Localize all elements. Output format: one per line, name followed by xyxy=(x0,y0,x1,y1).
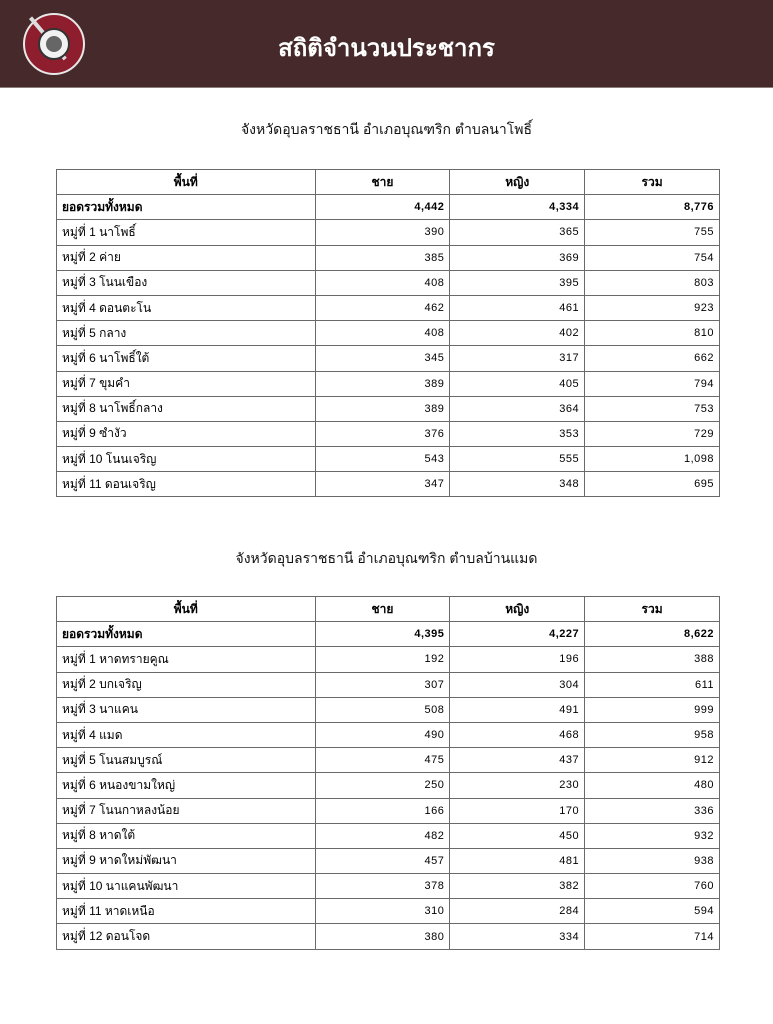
total-count: 938 xyxy=(585,848,720,873)
male-count: 508 xyxy=(315,697,450,722)
table-row xyxy=(57,447,720,472)
table-row xyxy=(57,220,720,245)
female-count: 196 xyxy=(450,647,585,672)
village-name: หมู่ที่ 12 ดอนโจด xyxy=(57,924,316,949)
total-count: 388 xyxy=(585,647,720,672)
table-row xyxy=(57,798,720,823)
total-count: 336 xyxy=(585,798,720,823)
population-table-banmaet xyxy=(56,596,720,950)
total-count: 594 xyxy=(585,899,720,924)
total-count: 958 xyxy=(585,722,720,747)
male-count: 380 xyxy=(315,924,450,949)
village-name: หมู่ที่ 2 บกเจริญ xyxy=(57,672,316,697)
table-row xyxy=(57,722,720,747)
female-count: 555 xyxy=(450,447,585,472)
table-header-row xyxy=(57,170,720,195)
total-male: 4,395 xyxy=(315,622,450,647)
village-name: หมู่ที่ 8 หาดใต้ xyxy=(57,823,316,848)
total-count: 611 xyxy=(585,672,720,697)
total-count: 794 xyxy=(585,371,720,396)
col-header-female: หญิง xyxy=(450,170,585,195)
total-count: 912 xyxy=(585,748,720,773)
village-name: หมู่ที่ 6 นาโพธิ์ใต้ xyxy=(57,346,316,371)
female-count: 402 xyxy=(450,321,585,346)
col-header-area: พื้นที่ xyxy=(57,170,316,195)
female-count: 170 xyxy=(450,798,585,823)
male-count: 543 xyxy=(315,447,450,472)
female-count: 334 xyxy=(450,924,585,949)
male-count: 389 xyxy=(315,396,450,421)
female-count: 382 xyxy=(450,874,585,899)
village-name: หมู่ที่ 3 นาแคน xyxy=(57,697,316,722)
table-row xyxy=(57,848,720,873)
village-name: หมู่ที่ 7 โนนกาหลงน้อย xyxy=(57,798,316,823)
table-row xyxy=(57,346,720,371)
male-count: 475 xyxy=(315,748,450,773)
table-row xyxy=(57,672,720,697)
male-count: 345 xyxy=(315,346,450,371)
col-header-area: พื้นที่ xyxy=(57,597,316,622)
total-label: ยอดรวมทั้งหมด xyxy=(57,195,316,220)
page-title: สถิติจำนวนประชากร xyxy=(278,34,495,62)
female-count: 481 xyxy=(450,848,585,873)
village-name: หมู่ที่ 3 โนนเขือง xyxy=(57,270,316,295)
male-count: 462 xyxy=(315,295,450,320)
female-count: 450 xyxy=(450,823,585,848)
table-row xyxy=(57,396,720,421)
table-row xyxy=(57,321,720,346)
col-header-male: ชาย xyxy=(315,170,450,195)
total-male: 4,442 xyxy=(315,195,450,220)
female-count: 348 xyxy=(450,472,585,497)
female-count: 317 xyxy=(450,346,585,371)
male-count: 378 xyxy=(315,874,450,899)
male-count: 482 xyxy=(315,823,450,848)
female-count: 369 xyxy=(450,245,585,270)
female-count: 365 xyxy=(450,220,585,245)
male-count: 490 xyxy=(315,722,450,747)
total-count: 932 xyxy=(585,823,720,848)
table-row xyxy=(57,421,720,446)
male-count: 376 xyxy=(315,421,450,446)
village-name: หมู่ที่ 11 ดอนเจริญ xyxy=(57,472,316,497)
section-title-banmaet: จังหวัดอุบลราชธานี อำเภอบุณฑริก ตำบลบ้านแมด xyxy=(235,550,538,566)
female-count: 437 xyxy=(450,748,585,773)
male-count: 457 xyxy=(315,848,450,873)
female-count: 353 xyxy=(450,421,585,446)
male-count: 385 xyxy=(315,245,450,270)
total-count: 753 xyxy=(585,396,720,421)
female-count: 230 xyxy=(450,773,585,798)
table-row xyxy=(57,748,720,773)
total-label: ยอดรวมทั้งหมด xyxy=(57,622,316,647)
female-count: 491 xyxy=(450,697,585,722)
col-header-male: ชาย xyxy=(315,597,450,622)
total-count: 760 xyxy=(585,874,720,899)
total-sum: 8,776 xyxy=(585,195,720,220)
village-name: หมู่ที่ 9 หาดใหม่พัฒนา xyxy=(57,848,316,873)
page-header xyxy=(0,0,773,88)
female-count: 395 xyxy=(450,270,585,295)
table-row xyxy=(57,295,720,320)
village-name: หมู่ที่ 5 โนนสมบูรณ์ xyxy=(57,748,316,773)
total-count: 755 xyxy=(585,220,720,245)
table-row xyxy=(57,773,720,798)
male-count: 250 xyxy=(315,773,450,798)
table-row xyxy=(57,823,720,848)
table-row xyxy=(57,924,720,949)
male-count: 408 xyxy=(315,321,450,346)
total-count: 729 xyxy=(585,421,720,446)
female-count: 284 xyxy=(450,899,585,924)
total-count: 999 xyxy=(585,697,720,722)
female-count: 405 xyxy=(450,371,585,396)
table-row xyxy=(57,270,720,295)
col-header-total: รวม xyxy=(585,597,720,622)
table-total-row xyxy=(57,195,720,220)
section-title-napho: จังหวัดอุบลราชธานี อำเภอบุณฑริก ตำบลนาโพธิ์ xyxy=(240,121,533,137)
total-count: 714 xyxy=(585,924,720,949)
col-header-female: หญิง xyxy=(450,597,585,622)
village-name: หมู่ที่ 1 หาดทรายคูณ xyxy=(57,647,316,672)
population-table-napho xyxy=(56,169,720,497)
village-name: หมู่ที่ 6 หนองขามใหญ่ xyxy=(57,773,316,798)
female-count: 364 xyxy=(450,396,585,421)
total-count: 1,098 xyxy=(585,447,720,472)
village-name: หมู่ที่ 1 นาโพธิ์ xyxy=(57,220,316,245)
female-count: 304 xyxy=(450,672,585,697)
male-count: 192 xyxy=(315,647,450,672)
total-count: 662 xyxy=(585,346,720,371)
village-name: หมู่ที่ 11 หาดเหนือ xyxy=(57,899,316,924)
village-name: หมู่ที่ 2 ค่าย xyxy=(57,245,316,270)
village-name: หมู่ที่ 10 โนนเจริญ xyxy=(57,447,316,472)
table-row xyxy=(57,874,720,899)
male-count: 347 xyxy=(315,472,450,497)
total-count: 923 xyxy=(585,295,720,320)
table-header-row xyxy=(57,597,720,622)
male-count: 310 xyxy=(315,899,450,924)
village-name: หมู่ที่ 10 นาแคนพัฒนา xyxy=(57,874,316,899)
total-female: 4,227 xyxy=(450,622,585,647)
male-count: 166 xyxy=(315,798,450,823)
total-count: 695 xyxy=(585,472,720,497)
total-count: 803 xyxy=(585,270,720,295)
village-name: หมู่ที่ 8 นาโพธิ์กลาง xyxy=(57,396,316,421)
table-row xyxy=(57,245,720,270)
total-sum: 8,622 xyxy=(585,622,720,647)
total-count: 754 xyxy=(585,245,720,270)
village-name: หมู่ที่ 4 ดอนตะโน xyxy=(57,295,316,320)
village-name: หมู่ที่ 4 แมด xyxy=(57,722,316,747)
total-count: 810 xyxy=(585,321,720,346)
male-count: 390 xyxy=(315,220,450,245)
table-row xyxy=(57,899,720,924)
male-count: 307 xyxy=(315,672,450,697)
female-count: 461 xyxy=(450,295,585,320)
village-name: หมู่ที่ 9 ซำงัว xyxy=(57,421,316,446)
village-name: หมู่ที่ 7 ขุมคำ xyxy=(57,371,316,396)
male-count: 389 xyxy=(315,371,450,396)
table-row xyxy=(57,472,720,497)
col-header-total: รวม xyxy=(585,170,720,195)
total-female: 4,334 xyxy=(450,195,585,220)
table-total-row xyxy=(57,622,720,647)
table-row xyxy=(57,697,720,722)
table-row xyxy=(57,371,720,396)
village-name: หมู่ที่ 5 กลาง xyxy=(57,321,316,346)
female-count: 468 xyxy=(450,722,585,747)
table-row xyxy=(57,647,720,672)
male-count: 408 xyxy=(315,270,450,295)
total-count: 480 xyxy=(585,773,720,798)
